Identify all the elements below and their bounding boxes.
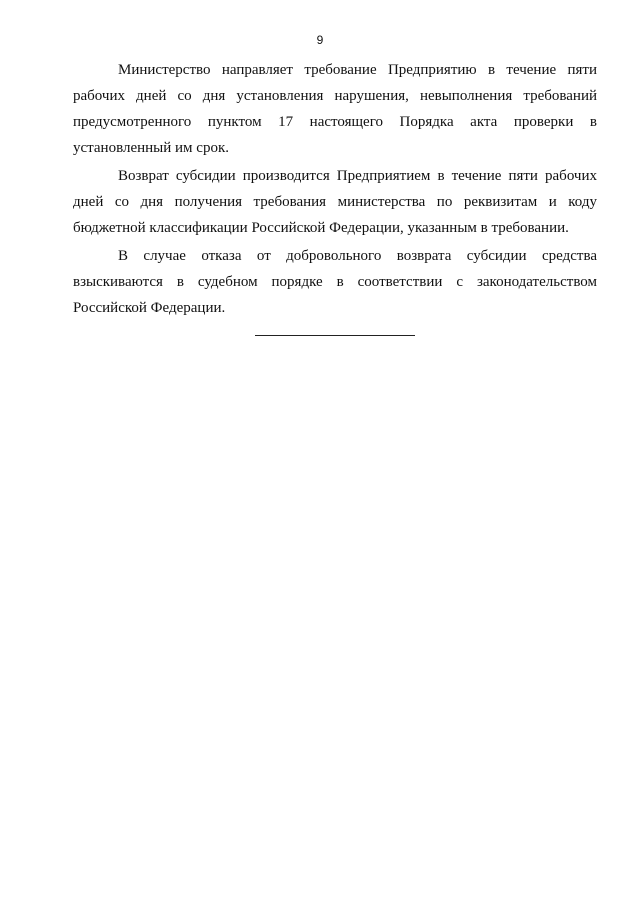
page-number: 9 (316, 33, 324, 47)
document-body (73, 57, 597, 323)
paragraph-subsidy-return: Возврат субсидии производится Предприятием в течение пяти рабочих дней со дня получения требования министерства по реквизитам и коду бюджетной классификации Российской Федерации, указанным в требовании. (73, 168, 597, 236)
paragraph-court-recovery: В случае отказа от добровольного возврата субсидии средства взыскиваются в судебном порядке в соответствии с законодательством Российской Федерации. (73, 248, 597, 316)
end-of-document-rule (255, 335, 415, 336)
paragraph-requirement-notice: Министерство направляет требование Предприятию в течение пяти рабочих дней со дня установления нарушения, невыполнения требований предусмотренного пунктом 17 настоящего Порядка акта проверки в установленный им срок. (73, 62, 597, 156)
